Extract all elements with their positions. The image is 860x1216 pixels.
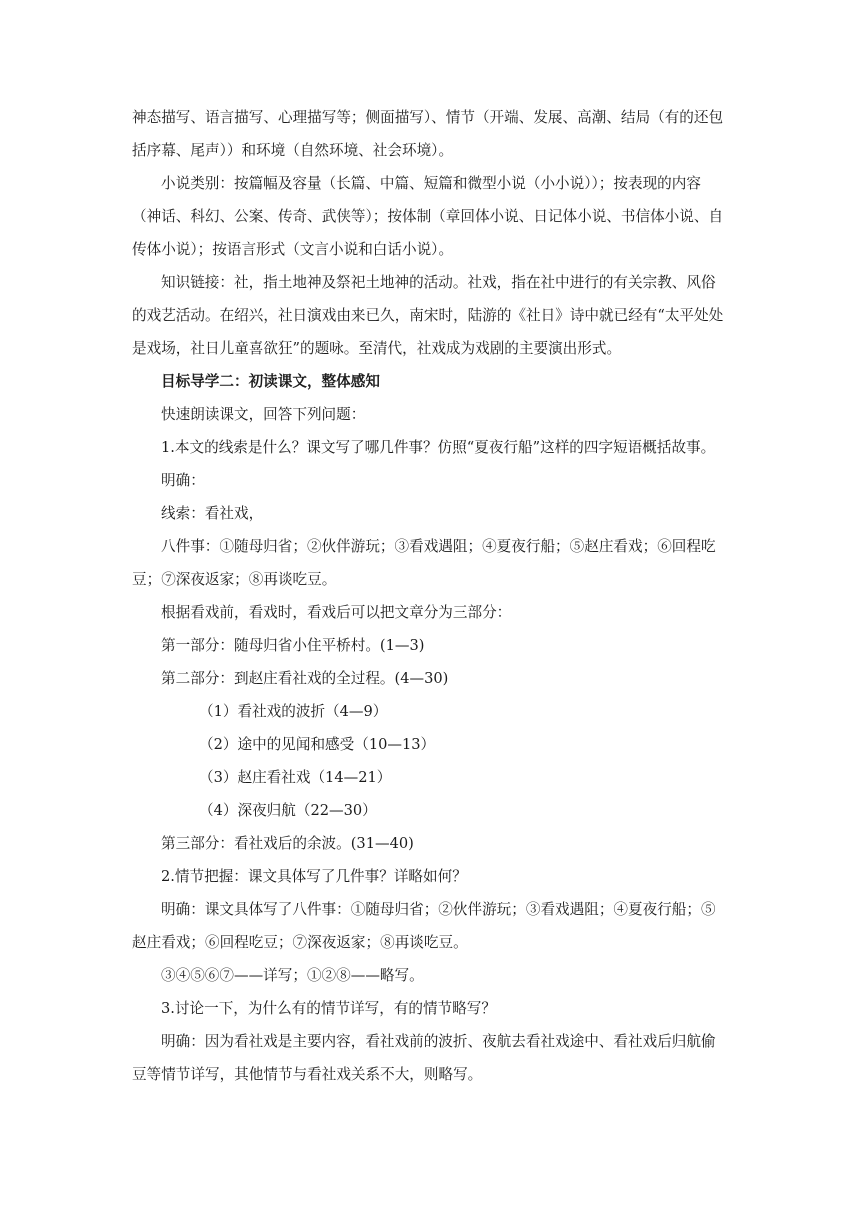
answer-label-1: 明确： (161, 472, 205, 489)
part-two-sub-4: （4）深夜归航（22—30） (199, 802, 377, 819)
section-heading-goal-two: 目标导学二：初读课文，整体感知 (161, 373, 380, 390)
paragraph-division-intro: 根据看戏前，看戏时，看戏后可以把文章分为三部分： (161, 604, 512, 621)
answer-2: 明确：课文具体写了八件事：①随母归省；②伙伴游玩；③看戏遇阻；④夏夜行船；⑤赵庄看戏；⑥回程吃豆；⑦深夜返家；⑧再谈吃豆。 (132, 901, 716, 951)
answer-2-detail: ③④⑤⑥⑦——详写；①②⑧——略写。 (161, 967, 424, 984)
part-two-sub-1: （1）看社戏的波折（4—9） (199, 703, 388, 720)
answer-eight-events: 八件事：①随母归省；②伙伴游玩；③看戏遇阻；④夏夜行船；⑤赵庄看戏；⑥回程吃豆；⑦深夜返家；⑧再谈吃豆。 (132, 538, 716, 588)
part-three: 第三部分：看社戏后的余波。(31—40) (161, 835, 414, 852)
part-two-sub-3: （3）赵庄看社戏（14—21） (199, 769, 392, 786)
paragraph-novel-categories: 小说类别：按篇幅及容量（长篇、中篇、短篇和微型小说（小小说））；按表现的内容（神话、科幻、公案、传奇、武侠等）；按体制（章回体小说、日记体小说、书信体小说、自传体小说）；按语言形式（文言小说和白话小说）。 (132, 175, 724, 258)
part-two: 第二部分：到赵庄看社戏的全过程。(4—30) (161, 670, 449, 687)
question-2: 2.情节把握：课文具体写了几件事？详略如何？ (161, 868, 467, 885)
part-one: 第一部分：随母归省小住平桥村。(1—3) (161, 637, 425, 654)
paragraph-instruction: 快速朗读课文，回答下列问题： (161, 406, 366, 423)
question-1: 1.本文的线索是什么？课文写了哪几件事？仿照“夏夜行船”这样的四字短语概括故事。 (161, 439, 716, 456)
paragraph-elements-continued: 神态描写、语言描写、心理描写等；侧面描写）、情节（开端、发展、高潮、结局（有的还包括序幕、尾声））和环境（自然环境、社会环境）。 (132, 109, 724, 159)
answer-3: 明确：因为看社戏是主要内容，看社戏前的波折、夜航去看社戏途中、看社戏后归航偷豆等情节详写，其他情节与看社戏关系不大，则略写。 (132, 1033, 716, 1083)
document-body (132, 101, 730, 1091)
answer-clue: 线索：看社戏， (161, 505, 264, 522)
part-two-sub-2: （2）途中的见闻和感受（10—13） (199, 736, 436, 753)
question-3: 3.讨论一下，为什么有的情节详写，有的情节略写？ (161, 1000, 496, 1017)
paragraph-knowledge-link: 知识链接：社，指土地神及祭祀土地神的活动。社戏，指在社中进行的有关宗教、风俗的戏艺活动。在绍兴，社日演戏由来已久，南宋时，陆游的《社日》诗中就已经有“太平处处是戏场，社日儿童喜欲狂”的题咏。至清代，社戏成为戏剧的主要演出形式。 (132, 274, 724, 357)
